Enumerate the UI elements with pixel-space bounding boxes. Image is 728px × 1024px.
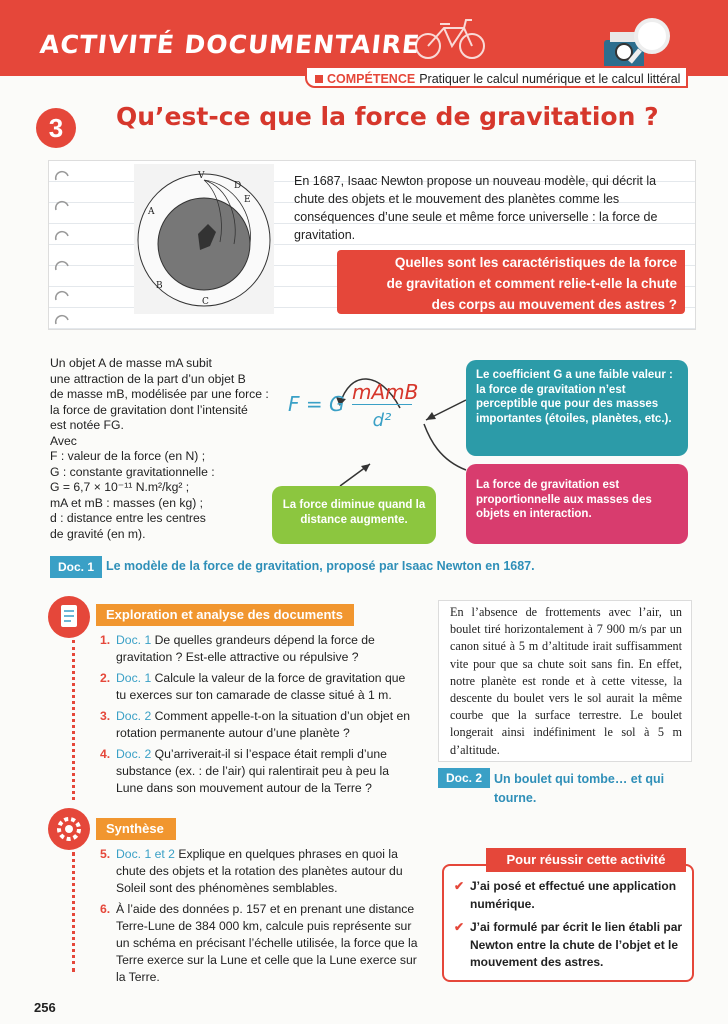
doc-reference: Doc. 1 xyxy=(116,671,152,685)
problem-question xyxy=(337,250,685,314)
figure-label-b: B xyxy=(156,281,163,291)
check-icon: ✔ xyxy=(454,920,465,934)
figure-label-a: A xyxy=(148,207,155,217)
doc1-line: la force de gravitation dont l’intensité xyxy=(50,402,248,417)
intro-text: En 1687, Isaac Newton propose un nouveau modèle, qui décrit la chute des objets et le mouvement des planètes comme les conséquences d’une seule et même force universelle : la force de gravitation. xyxy=(294,174,658,242)
question-number: 2. xyxy=(100,671,111,685)
doc2-caption: Un boulet qui tombe… et qui tourne. xyxy=(494,772,665,805)
spiral-binding-icon xyxy=(50,168,74,328)
doc-reference: Doc. 2 xyxy=(116,709,152,723)
clipboard-icon xyxy=(48,596,90,638)
doc1-line: mA et mB : masses (en kg) ; xyxy=(50,495,204,510)
question-number: 1. xyxy=(100,633,111,647)
doc1-line: de masse mB, modélisée par une force : xyxy=(50,387,269,401)
question-text: De quelles grandeurs dépend la force de gravitation ? Est-elle attractive ou répulsive ? xyxy=(116,633,375,664)
question-line: de gravitation et comment relie-t-elle la chute xyxy=(386,276,677,291)
doc1-label: Doc. 1 xyxy=(50,556,102,578)
checklist-text: J’ai posé et effectué une application numérique. xyxy=(470,879,677,911)
doc1-line: G = 6,7 × 10⁻¹¹ N.m²/kg² ; xyxy=(50,480,190,494)
question-number: 5. xyxy=(100,847,111,861)
doc2-label: Doc. 2 xyxy=(438,768,490,788)
doc1-line: F : valeur de la force (en N) ; xyxy=(50,449,206,463)
doc1-caption: Le modèle de la force de gravitation, proposé par Isaac Newton en 1687. xyxy=(106,559,535,573)
section-header-title: ACTIVITÉ DOCUMENTAIRE xyxy=(38,30,422,59)
question-item xyxy=(100,846,418,897)
doc1-line: est notée FG. xyxy=(50,418,124,432)
gear-icon xyxy=(48,808,90,850)
synthese-title: Synthèse xyxy=(96,818,176,840)
doc-reference: Doc. 1 xyxy=(116,633,152,647)
bubble-distance: La force diminue quand la distance augmente. xyxy=(272,486,436,544)
dotted-guide xyxy=(72,852,78,972)
checklist-text: J’ai formulé par écrit le lien établi par Newton entre la chute de l’objet et le mouvement des astres. xyxy=(470,920,683,969)
question-item xyxy=(100,901,418,986)
bicycle-icon xyxy=(410,12,490,62)
formula-denominator: d² xyxy=(372,410,392,431)
bubble-coefficient-g: Le coefficient G a une faible valeur : la force de gravitation n’est perceptible que pour des masses importantes (étoiles, planètes, etc.). xyxy=(466,360,688,456)
question-item xyxy=(100,708,418,742)
exploration-questions xyxy=(100,632,418,801)
question-text: Qu’arriverait-il si l’espace était rempli d’une substance (ex. : de l’air) qui ralentirait peu à peu la Lune dans son mouvement autour de la Terre ? xyxy=(116,747,390,795)
figure-label-v: V xyxy=(198,171,205,181)
question-item xyxy=(100,670,418,704)
doc-reference: Doc. 2 xyxy=(116,747,152,761)
doc1-line: d : distance entre les centres xyxy=(50,511,206,525)
success-checklist xyxy=(454,878,684,978)
success-checklist-title: Pour réussir cette activité xyxy=(486,848,686,872)
formula-lhs: F = G xyxy=(288,392,345,416)
question-line: Quelles sont les caractéristiques de la force xyxy=(394,255,677,270)
synthese-questions xyxy=(100,846,418,990)
figure-label-d: D xyxy=(234,181,242,191)
question-number: 4. xyxy=(100,747,111,761)
check-icon: ✔ xyxy=(454,879,465,893)
square-bullet-icon xyxy=(315,75,323,83)
exploration-title: Exploration et analyse des documents xyxy=(96,604,354,626)
doc1-line: G : constante gravitationnelle : xyxy=(50,464,215,479)
competence-label: COMPÉTENCE xyxy=(327,72,416,86)
doc1-line: Un objet A de masse mA subit xyxy=(50,356,212,370)
bubble-masses: La force de gravitation est proportionnelle aux masses des objets en interaction. xyxy=(466,464,688,544)
doc1-line: Avec xyxy=(50,433,77,448)
question-number: 6. xyxy=(100,902,111,916)
question-item xyxy=(100,632,418,666)
figure-label-e: E xyxy=(244,195,251,205)
question-line: des corps au mouvement des astres ? xyxy=(431,297,677,312)
doc1-description xyxy=(50,356,290,542)
newton-cannon-illustration xyxy=(134,164,274,314)
page-title: Qu’est-ce que la force de gravitation ? xyxy=(116,102,659,131)
question-text: Comment appelle-t-on la situation d’un objet en rotation permanente autour d’une planète ? xyxy=(116,709,411,740)
formula-numerator: mAmB xyxy=(352,380,419,404)
checklist-item xyxy=(454,878,684,913)
competence-text: Pratiquer le calcul numérique et le calcul littéral xyxy=(419,72,681,86)
figure-label-c: C xyxy=(202,297,209,307)
question-number: 3. xyxy=(100,709,111,723)
activity-number-badge: 3 xyxy=(36,108,76,148)
question-text: À l’aide des données p. 157 et en prenant une distance Terre-Lune de 384 000 km, calcule puis représente sur un schéma en précisant l’échelle utilisée, la force que la Terre exerce sur la Lune et celle que la Lune exerce sur la Terre. xyxy=(116,902,418,984)
question-text: Calcule la valeur de la force de gravitation que tu exerces sur ton camarade de classe situé à 1 m. xyxy=(116,671,406,702)
doc1-line: de gravité (en m). xyxy=(50,526,146,541)
checklist-item xyxy=(454,919,684,972)
question-item xyxy=(100,746,418,797)
gravitation-formula xyxy=(288,392,344,416)
competence-box xyxy=(305,66,688,88)
doc2-text: En l’absence de frottements avec l’air, un boulet tiré horizontalement à 7 900 m/s par un canon situé à 5 m d’altitude irait suffisamment vite pour que sa chute soit sans fin. En effet, notre planète est ronde et à cette vitesse, la descente du boulet vers le sol aurait la même courbe que la surface terrestre. Le boulet longerait ainsi indéfiniment le sol à 5 m d’altitude. xyxy=(450,605,682,757)
doc1-line: une attraction de la part d’un objet B xyxy=(50,371,246,386)
page-number: 256 xyxy=(34,1000,56,1015)
camera-magnifier-icon xyxy=(600,12,680,72)
dotted-guide xyxy=(72,640,78,800)
question-text: Explique en quelques phrases en quoi la chute des objets et la rotation des planètes autour du Soleil sont des phénomènes semblables. xyxy=(116,847,403,895)
doc-reference: Doc. 1 et 2 xyxy=(116,847,175,861)
